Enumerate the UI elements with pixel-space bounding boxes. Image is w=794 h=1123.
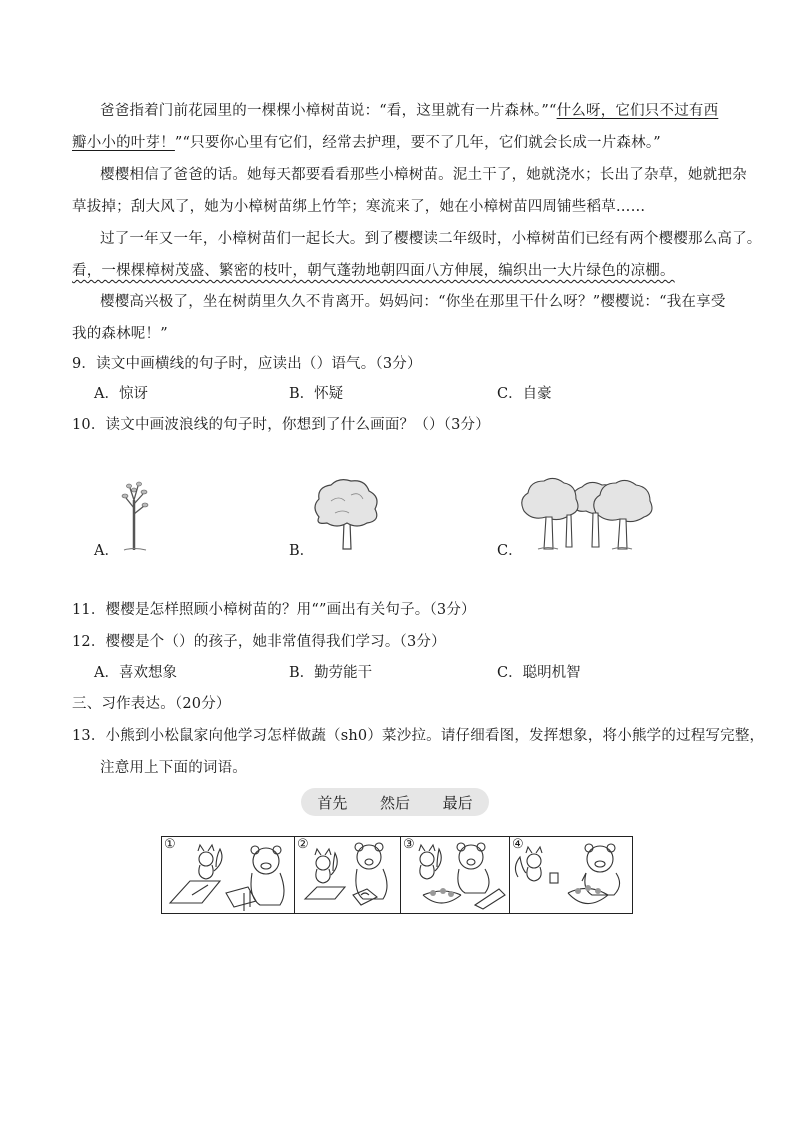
forest-picture xyxy=(518,473,658,553)
word-then: 然后 xyxy=(379,793,410,812)
question-12: 12．樱樱是个（）的孩子，她非常值得我们学习。（3分） xyxy=(72,634,446,650)
squirrel-bear-eating-picture xyxy=(510,837,635,913)
panel-number: ① xyxy=(164,837,176,852)
word-bank xyxy=(301,788,489,816)
passage-p3-line2 xyxy=(72,261,732,281)
passage-p1-line2 xyxy=(72,133,732,153)
passage-p2-line1: 樱樱相信了爸爸的话。她每天都要看看那些小樟树苗。泥土干了，她就浇水；长出了杂草，她就把杂 xyxy=(100,167,747,183)
question-11: 11．樱樱是怎样照顾小樟树苗的？用“”画出有关句子。（3分） xyxy=(72,602,476,618)
squirrel-bear-salad-bowl-picture xyxy=(401,837,509,913)
passage-text: 爸爸指着门前花园里的一棵棵小樟树苗说：“看，这里就有一片森林。”“ xyxy=(100,103,557,119)
wavy-sentence: 看，一棵棵樟树茂盛、繁密的枝叶，朝气蓬勃地朝四面八方伸展，编织出一大片绿色的凉棚。 xyxy=(72,263,675,279)
panel-number: ④ xyxy=(512,837,524,852)
comic-panel-4 xyxy=(510,837,635,913)
q9-option-a[interactable]: A．惊讶 xyxy=(94,386,148,402)
passage-p4-line2: 我的森林呢！” xyxy=(72,326,168,342)
passage-text: ”“只要你心里有它们，经常去护理，要不了几年，它们就会长成一片森林。” xyxy=(174,135,661,151)
question-13-line2: 注意用上下面的词语。 xyxy=(100,760,247,776)
q9-option-c[interactable]: C．自豪 xyxy=(497,386,552,402)
q10-option-c[interactable]: C． xyxy=(497,543,523,559)
comic-strip xyxy=(161,836,633,914)
question-13-line1: 13．小熊到小松鼠家向他学习怎样做蔬（sh0）菜沙拉。请仔细看图，发挥想象，将小熊学的过程写完整， xyxy=(72,728,765,744)
comic-panel-3 xyxy=(401,837,510,913)
q12-option-a[interactable]: A．喜欢想象 xyxy=(94,665,177,681)
passage-p4-line1: 樱樱高兴极了，坐在树荫里久久不肯离开。妈妈问：“你坐在那里干什么呀？”樱樱说：“我在享受 xyxy=(100,294,726,310)
squirrel-bear-chopping-picture xyxy=(295,837,400,913)
passage-p1-line1 xyxy=(100,101,760,121)
question-10: 10．读文中画波浪线的句子时，你想到了什么画面？（）（3分） xyxy=(72,417,490,433)
underlined-sentence: 瓣小小的叶芽！ xyxy=(72,135,175,151)
question-9: 9．读文中画横线的句子时，应读出（）语气。（3分） xyxy=(72,356,422,372)
tree-picture xyxy=(309,477,385,553)
word-finally: 最后 xyxy=(442,793,473,812)
q10-option-b[interactable]: B． xyxy=(289,543,315,559)
passage-p3-line1: 过了一年又一年，小樟树苗们一起长大。到了樱樱读二年级时，小樟树苗们已经有两个樱樱那么高了。 xyxy=(100,231,762,247)
section-3-title: 三、习作表达。（20分） xyxy=(72,696,231,712)
underlined-sentence: 什么呀，它们只不过有西 xyxy=(556,103,719,119)
panel-number: ③ xyxy=(403,837,415,852)
comic-panel-2 xyxy=(295,837,401,913)
word-first: 首先 xyxy=(317,793,348,812)
passage-p2-line2: 草拔掉；刮大风了，她为小樟树苗绑上竹竿；寒流来了，她在小樟树苗四周铺些稻草…… xyxy=(72,199,646,215)
q10-option-a[interactable]: A． xyxy=(94,543,119,559)
panel-number: ② xyxy=(297,837,309,852)
q12-option-b[interactable]: B．勤劳能干 xyxy=(289,665,373,681)
q12-option-c[interactable]: C．聪明机智 xyxy=(497,665,581,681)
squirrel-bear-cutting-picture xyxy=(162,837,294,913)
q9-option-b[interactable]: B．怀疑 xyxy=(289,386,344,402)
comic-panel-1 xyxy=(162,837,295,913)
